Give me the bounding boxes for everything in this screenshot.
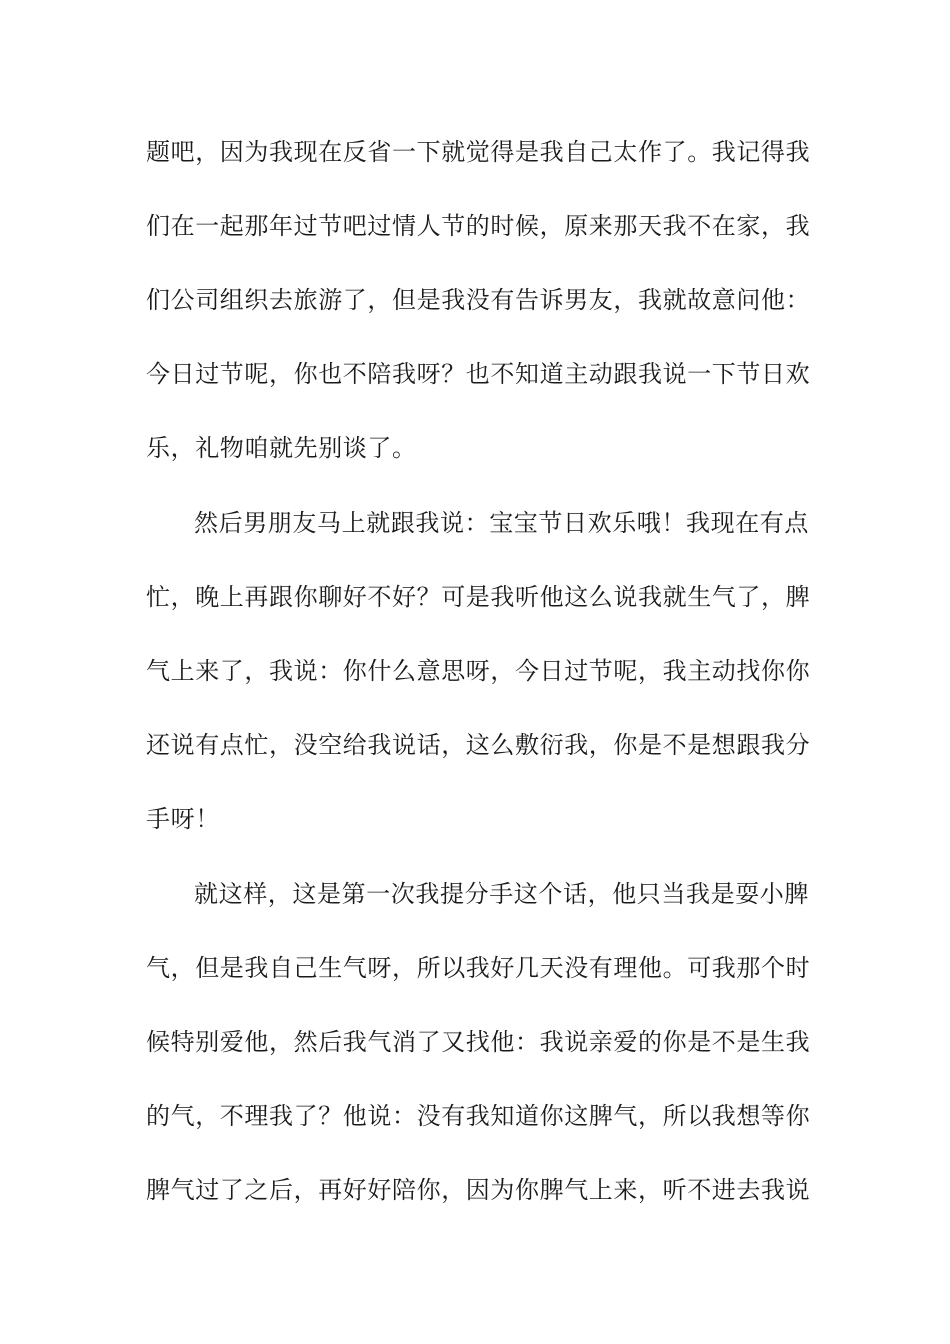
text-line: 忙，晚上再跟你聊好不好？可是我听他这么说我就生气了，脾 [146, 583, 811, 611]
text-line: 还说有点忙，没空给我说话，这么敷衍我，你是不是想跟我分 [146, 731, 811, 759]
text-line: 乐，礼物咱就先别谈了。 [146, 434, 417, 462]
text-line: 的气，不理我了？他说：没有我知道你这脾气，所以我想等你 [146, 1102, 811, 1130]
text-line: 今日过节呢，你也不陪我呀？也不知道主动跟我说一下节日欢 [146, 360, 811, 388]
text-line: 候特别爱他，然后我气消了又找他：我说亲爱的你是不是生我 [146, 1028, 811, 1056]
text-line: 脾气过了之后，再好好陪你，因为你脾气上来，听不进去我说 [146, 1176, 811, 1204]
text-line: 气，但是我自己生气呀，所以我好几天没有理他。可我那个时 [146, 954, 811, 982]
text-line: 然后男朋友马上就跟我说：宝宝节日欢乐哦！我现在有点 [194, 509, 809, 537]
text-line: 们公司组织去旅游了，但是我没有告诉男友，我就故意问他： [146, 286, 811, 314]
text-line: 气上来了，我说：你什么意思呀，今日过节呢，我主动找你你 [146, 657, 811, 685]
text-line: 题吧，因为我现在反省一下就觉得是我自己太作了。我记得我 [146, 138, 811, 166]
text-line: 就这样，这是第一次我提分手这个话，他只当我是耍小脾 [194, 880, 809, 908]
text-line: 手呀！ [146, 805, 220, 833]
text-line: 们在一起那年过节吧过情人节的时候，原来那天我不在家，我 [146, 212, 811, 240]
